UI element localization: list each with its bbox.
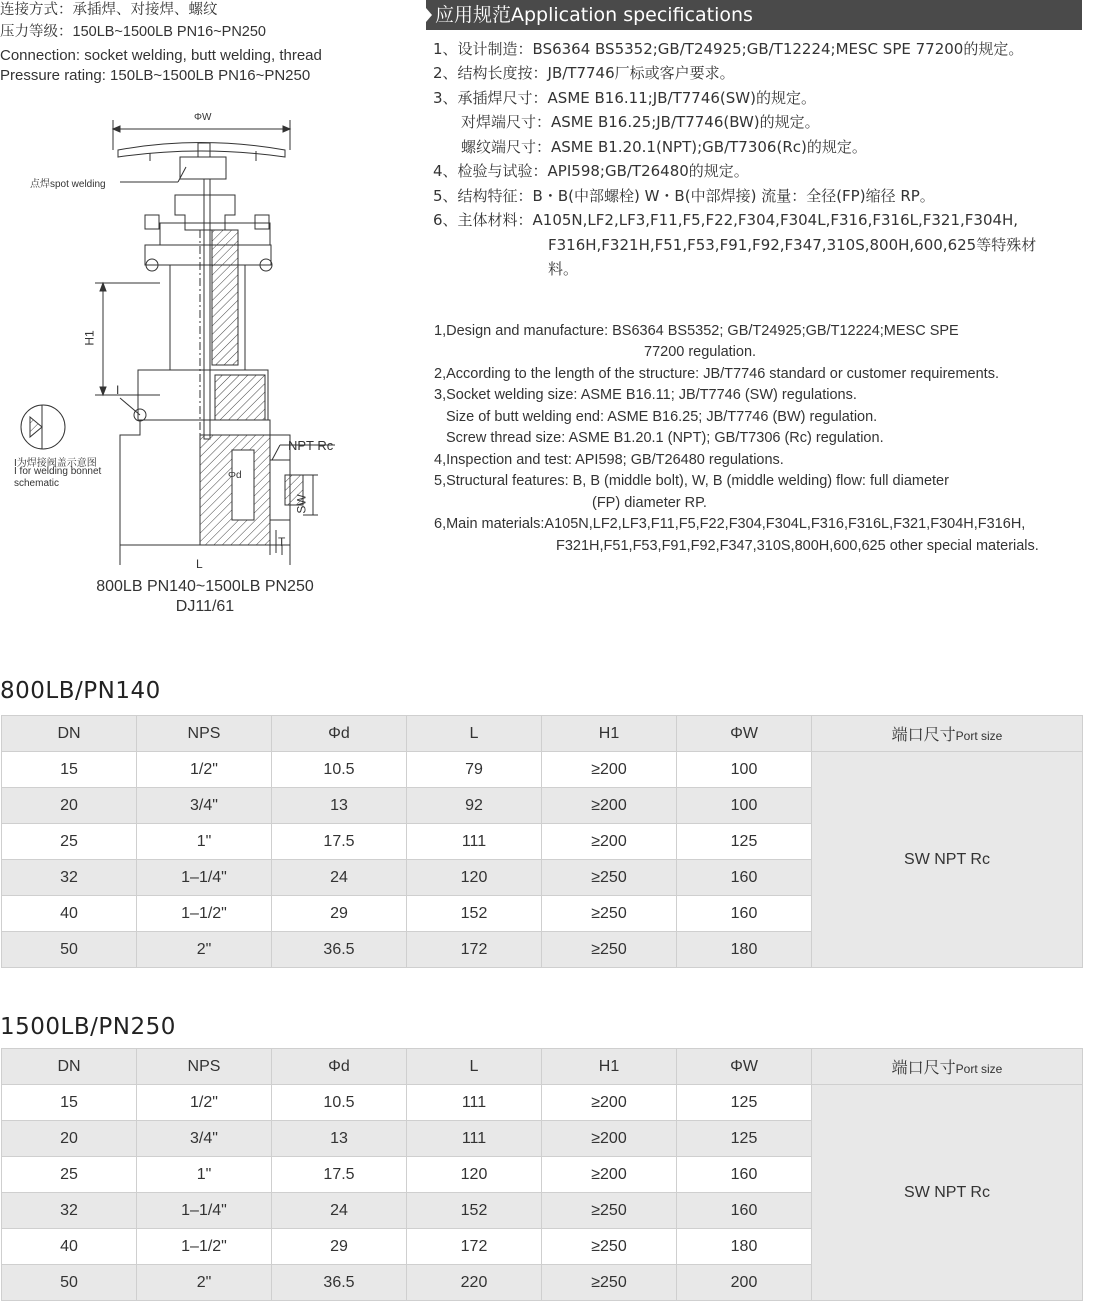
connection-en: Connection: socket welding, butt welding, thread	[0, 47, 322, 64]
label-h1: H1	[82, 330, 97, 346]
cell: 1"	[137, 1157, 272, 1193]
cell: 13	[272, 1121, 407, 1157]
cell: 152	[407, 1193, 542, 1229]
cell: ≥200	[542, 788, 677, 824]
cell: 160	[677, 1157, 812, 1193]
spec-en-3: 3,Socket welding size: ASME B16.11; JB/T7746 (SW) regulations.	[434, 387, 857, 403]
table1-header-row	[2, 716, 1083, 752]
cell: 32	[2, 860, 137, 896]
cell: 111	[407, 824, 542, 860]
header-marker-icon	[426, 8, 432, 22]
cell: 120	[407, 1157, 542, 1193]
label-bonnet-cn: I为焊接阀盖示意图	[14, 458, 97, 469]
col-header-port	[812, 1049, 1083, 1085]
cell: 79	[407, 752, 542, 788]
cell: 36.5	[272, 1265, 407, 1301]
spec-cn-4: 4、检验与试验：API598;GB/T26480的规定。	[433, 162, 749, 180]
spec-en-6: 6,Main materials:A105N,LF2,LF3,F11,F5,F22,F304,F304L,F316,F316L,F321,F304H,F316H,	[434, 516, 1026, 532]
cell: ≥200	[542, 1085, 677, 1121]
cell: ≥200	[542, 824, 677, 860]
label-l: L	[196, 557, 203, 571]
cell: 1/2"	[137, 752, 272, 788]
specs-header	[426, 0, 1082, 30]
cell: 50	[2, 1265, 137, 1301]
spec-cn-5: 5、结构特征：B・B(中部螺栓) W・B(中部焊接) 流量：全径(FP)缩径 RP。	[433, 187, 935, 205]
cell: 40	[2, 1229, 137, 1265]
cell: ≥250	[542, 860, 677, 896]
port-header-cn: 端口尺寸	[891, 727, 956, 744]
spec-cn-6b: F316H,F321H,F51,F53,F91,F92,F347,310S,800H,600,625等特殊材	[548, 236, 1037, 254]
cell: 20	[2, 788, 137, 824]
table2-title: 1500LB/PN250	[0, 1014, 176, 1040]
cell: 125	[677, 1121, 812, 1157]
cell: 29	[272, 1229, 407, 1265]
col-header: DN	[2, 716, 137, 752]
cell: 180	[677, 1229, 812, 1265]
port-header-en: Port size	[955, 729, 1003, 743]
diagram-caption-2: DJ11/61	[175, 598, 235, 615]
cell: 15	[2, 752, 137, 788]
spec-cn-3c: 螺纹端尺寸：ASME B1.20.1(NPT);GB/T7306(Rc)的规定。	[461, 138, 867, 156]
col-header: Φd	[272, 1049, 407, 1085]
port-size-cell: SW NPT Rc	[812, 752, 1083, 968]
col-header: L	[407, 716, 542, 752]
label-sw: SW	[294, 494, 309, 514]
cell: ≥250	[542, 1193, 677, 1229]
label-phiw: ΦW	[194, 112, 212, 123]
cell: 100	[677, 752, 812, 788]
cell: 1–1/4"	[137, 860, 272, 896]
spec-en-3c: Screw thread size: ASME B1.20.1 (NPT); GB/T7306 (Rc) regulation.	[446, 430, 884, 446]
cell: 100	[677, 788, 812, 824]
label-t: T	[278, 535, 286, 549]
cell: 3/4"	[137, 788, 272, 824]
spec-en-5: 5,Structural features: B, B (middle bolt), W, B (middle welding) flow: full diameter	[434, 473, 949, 489]
cell: 1–1/2"	[137, 1229, 272, 1265]
specs-header-title: 应用规范Application specifications	[435, 4, 753, 26]
cell: 92	[407, 788, 542, 824]
spec-en-4: 4,Inspection and test: API598; GB/T26480 regulations.	[434, 452, 784, 468]
cell: 17.5	[272, 1157, 407, 1193]
cell: 13	[272, 788, 407, 824]
cell: ≥200	[542, 1121, 677, 1157]
table-row	[2, 752, 1083, 788]
cell: 20	[2, 1121, 137, 1157]
cell: 160	[677, 1193, 812, 1229]
spec-en-5b: (FP) diameter RP.	[592, 495, 707, 511]
spec-cn-6c: 料。	[548, 260, 579, 278]
port-size-cell: SW NPT Rc	[812, 1085, 1083, 1301]
col-header: ΦW	[677, 1049, 812, 1085]
table1-title: 800LB/PN140	[0, 678, 161, 704]
cell: 125	[677, 824, 812, 860]
table-row	[2, 1085, 1083, 1121]
cell: 1/2"	[137, 1085, 272, 1121]
diagram-caption-1: 800LB PN140~1500LB PN250	[96, 578, 314, 595]
cell: 160	[677, 896, 812, 932]
cell: 24	[272, 860, 407, 896]
label-phid: Φd	[228, 470, 242, 481]
col-header-port	[812, 716, 1083, 752]
col-header: H1	[542, 716, 677, 752]
pressure-cn	[0, 22, 266, 42]
table1	[1, 715, 1083, 968]
col-header: ΦW	[677, 716, 812, 752]
cell: 50	[2, 932, 137, 968]
cell: 24	[272, 1193, 407, 1229]
spec-en-2: 2,According to the length of the structure: JB/T7746 standard or customer requirements.	[434, 366, 999, 382]
cell: 17.5	[272, 824, 407, 860]
cell: 2"	[137, 1265, 272, 1301]
cell: ≥250	[542, 1265, 677, 1301]
label-bonnet-en2: schematic	[14, 478, 60, 489]
pressure-cn-value: 150LB~1500LB PN16~PN250	[72, 24, 266, 40]
col-header: NPS	[137, 716, 272, 752]
valve-drawing	[0, 105, 420, 571]
cell: 172	[407, 932, 542, 968]
label-npt-rc: NPT Rc	[288, 438, 334, 453]
cell: 29	[272, 896, 407, 932]
col-header: Φd	[272, 716, 407, 752]
cell: ≥200	[542, 1157, 677, 1193]
cell: 10.5	[272, 1085, 407, 1121]
cell: 25	[2, 824, 137, 860]
cell: 1"	[137, 824, 272, 860]
cell: 200	[677, 1265, 812, 1301]
spec-en-3b: Size of butt welding end: ASME B16.25; JB/T7746 (BW) regulation.	[446, 409, 878, 425]
cell: 3/4"	[137, 1121, 272, 1157]
cell: 32	[2, 1193, 137, 1229]
spec-en-1: 1,Design and manufacture: BS6364 BS5352; GB/T24925;GB/T12224;MESC SPE	[434, 323, 959, 339]
table2	[1, 1048, 1083, 1301]
cell: 40	[2, 896, 137, 932]
spec-cn-3b: 对焊端尺寸：ASME B16.25;JB/T7746(BW)的规定。	[461, 113, 820, 131]
cell: 172	[407, 1229, 542, 1265]
spec-cn-2: 2、结构长度按：JB/T7746厂标或客户要求。	[433, 64, 735, 82]
col-header: DN	[2, 1049, 137, 1085]
pressure-cn-label: 压力等级：	[0, 24, 73, 40]
cell: 36.5	[272, 932, 407, 968]
cell: ≥200	[542, 752, 677, 788]
cell: 1–1/2"	[137, 896, 272, 932]
spec-cn-3: 3、承插焊尺寸：ASME B16.11;JB/T7746(SW)的规定。	[433, 89, 816, 107]
table2-header-row	[2, 1049, 1083, 1085]
port-header-cn: 端口尺寸	[891, 1060, 956, 1077]
col-header: L	[407, 1049, 542, 1085]
cell: 25	[2, 1157, 137, 1193]
spec-en-1b: 77200 regulation.	[644, 344, 757, 360]
cell: ≥250	[542, 1229, 677, 1265]
cell: 2"	[137, 932, 272, 968]
spec-cn-1: 1、设计制造：BS6364 BS5352;GB/T24925;GB/T12224;MESC SPE 77200的规定。	[433, 40, 1024, 58]
spec-cn-6: 6、主体材料：A105N,LF2,LF3,F11,F5,F22,F304,F304L,F316,F316L,F321,F304H,	[433, 211, 1019, 229]
col-header: NPS	[137, 1049, 272, 1085]
label-spot-welding: 点焊spot welding	[30, 179, 106, 190]
cell: 120	[407, 860, 542, 896]
cell: 111	[407, 1085, 542, 1121]
cell: ≥250	[542, 932, 677, 968]
cell: ≥250	[542, 896, 677, 932]
cell: 125	[677, 1085, 812, 1121]
cell: 220	[407, 1265, 542, 1301]
label-i: I	[116, 383, 120, 397]
pressure-en: Pressure rating: 150LB~1500LB PN16~PN250	[0, 67, 311, 84]
cell: 15	[2, 1085, 137, 1121]
cell: 10.5	[272, 752, 407, 788]
col-header: H1	[542, 1049, 677, 1085]
cell: 160	[677, 860, 812, 896]
cell: 1–1/4"	[137, 1193, 272, 1229]
label-bonnet-en1: I for welding bonnet	[14, 466, 102, 477]
cell: 180	[677, 932, 812, 968]
cell: 111	[407, 1121, 542, 1157]
cell: 152	[407, 896, 542, 932]
port-header-en: Port size	[955, 1062, 1003, 1076]
connection-cn: 连接方式：承插焊、对接焊、螺纹	[0, 2, 218, 18]
valve-drawing-svg	[0, 105, 420, 565]
spec-en-6b: F321H,F51,F53,F91,F92,F347,310S,800H,600,625 other special materials.	[556, 538, 1039, 554]
